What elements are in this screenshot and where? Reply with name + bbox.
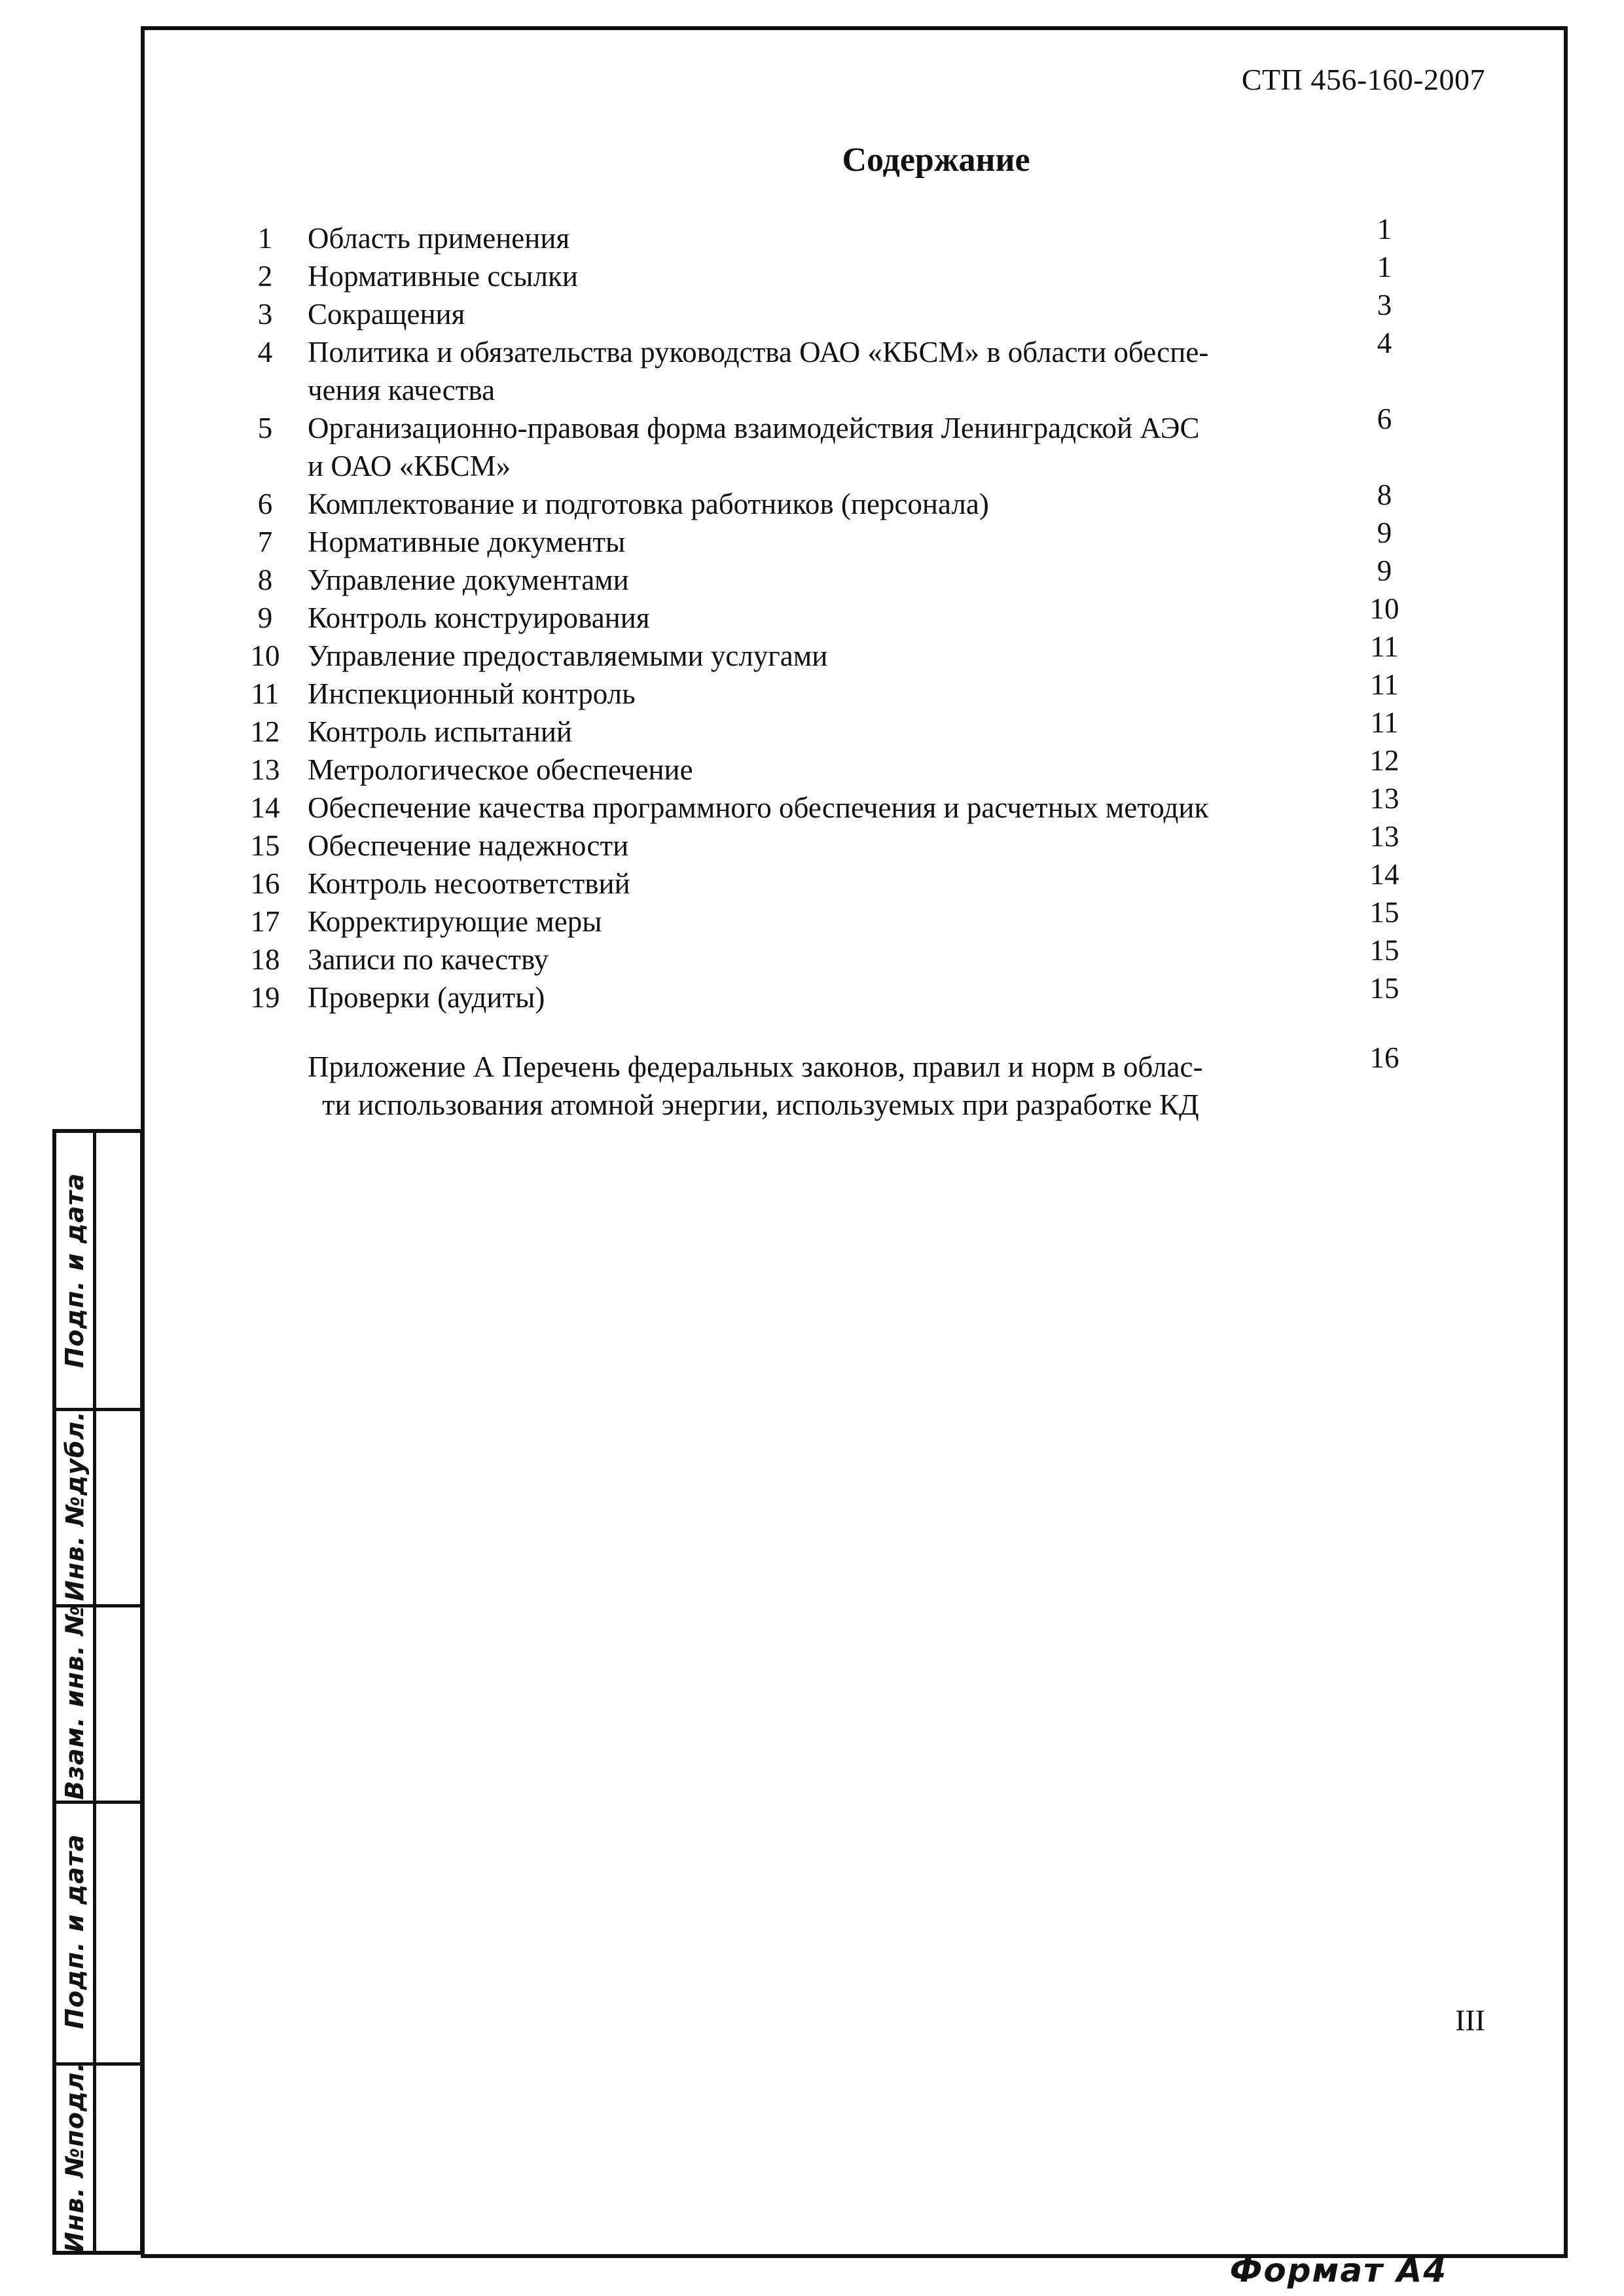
toc-page: 9 xyxy=(1377,554,1392,587)
toc-text: Контроль испытаний xyxy=(308,715,573,748)
toc-page: 1 xyxy=(1377,213,1392,245)
toc-text: Сокращения xyxy=(308,298,465,331)
toc-text: Область применения xyxy=(308,222,570,255)
toc-number: 16 xyxy=(250,867,280,900)
stamp-label: Подп. и дата xyxy=(60,1172,89,1369)
toc-page: 11 xyxy=(1370,630,1399,663)
toc-page: 1 xyxy=(1377,251,1392,283)
toc-text: Управление предоставляемыми услугами xyxy=(308,639,828,672)
toc-text-line: и ОАО «КБСМ» xyxy=(308,450,511,482)
toc-row xyxy=(223,744,1420,789)
toc-number: 9 xyxy=(257,601,273,634)
stamp-label: Взам. инв. № xyxy=(60,1605,90,1800)
toc-page: 11 xyxy=(1370,706,1399,739)
toc-number: 4 xyxy=(257,336,273,368)
toc-text: Нормативные документы xyxy=(308,526,626,558)
stamp-label: Подп. и дата xyxy=(60,1833,89,2030)
toc-text: Корректирующие меры xyxy=(308,905,602,938)
table-of-contents xyxy=(223,213,1420,1124)
toc-row xyxy=(223,478,1420,523)
toc-page: 10 xyxy=(1369,592,1399,625)
toc-page: 15 xyxy=(1369,972,1399,1005)
toc-number: 17 xyxy=(250,905,280,938)
toc-page: 14 xyxy=(1369,858,1399,891)
format-label: Формат А4 xyxy=(1229,2251,1447,2289)
toc-page: 13 xyxy=(1369,820,1399,853)
toc-row xyxy=(223,403,1420,485)
toc-text: Контроль конструирования xyxy=(308,601,650,634)
toc-text: Управление документами xyxy=(308,564,629,596)
toc-page: 13 xyxy=(1369,782,1399,815)
toc-page: 11 xyxy=(1370,668,1399,701)
toc-text: Инспекционный контроль xyxy=(308,677,636,710)
toc-number: 14 xyxy=(250,791,280,824)
toc-page: 12 xyxy=(1369,744,1399,777)
toc-row xyxy=(223,706,1420,751)
toc-text xyxy=(308,409,1348,485)
toc-row xyxy=(223,972,1420,1016)
toc-number: 11 xyxy=(251,677,280,710)
toc-text xyxy=(308,1048,1348,1124)
toc-number: 6 xyxy=(257,488,273,520)
document-code: СТП 456-160-2007 xyxy=(1241,63,1485,96)
toc-page: 8 xyxy=(1377,478,1392,511)
toc-row xyxy=(223,289,1420,333)
toc-row xyxy=(223,327,1420,409)
toc-row xyxy=(223,782,1420,827)
toc-row xyxy=(223,858,1420,903)
toc-page: 9 xyxy=(1377,516,1392,549)
stamp-label: Инв. №подл. xyxy=(60,2062,89,2253)
toc-text-line: Политика и обязательства руководства ОАО «КБСМ» в области обеспе- xyxy=(308,336,1209,368)
toc-number: 7 xyxy=(257,526,273,558)
toc-row xyxy=(223,554,1420,599)
toc-number: 15 xyxy=(250,829,280,862)
toc-text xyxy=(308,333,1348,409)
side-stamp xyxy=(52,1129,144,2255)
toc-page: 15 xyxy=(1369,934,1399,967)
toc-number: 8 xyxy=(257,564,273,596)
toc-text-line: чения качества xyxy=(308,374,496,406)
toc-number: 2 xyxy=(257,260,273,293)
toc-row xyxy=(223,934,1420,978)
toc-text-line: Организационно-правовая форма взаимодействия Ленинградской АЭС xyxy=(308,412,1200,444)
toc-text: Обеспечение надежности xyxy=(308,829,629,862)
stamp-label: Инв. №дубл. xyxy=(60,1410,89,1602)
toc-appendix-row xyxy=(223,1041,1420,1124)
toc-number: 13 xyxy=(250,753,280,786)
toc-number: 1 xyxy=(257,222,273,255)
toc-number: 19 xyxy=(250,981,280,1014)
toc-text: Метрологическое обеспечение xyxy=(308,753,693,786)
page-title: Содержание xyxy=(842,141,1030,179)
toc-page: 6 xyxy=(1377,403,1392,435)
toc-text: Проверки (аудиты) xyxy=(308,981,545,1014)
toc-row xyxy=(223,592,1420,637)
toc-text: Комплектование и подготовка работников (персонала) xyxy=(308,488,989,520)
toc-text: Записи по качеству xyxy=(308,943,549,976)
toc-text-line: Приложение А Перечень федеральных законов, правил и норм в облас- xyxy=(308,1050,1203,1083)
toc-row xyxy=(223,213,1420,257)
toc-text: Нормативные ссылки xyxy=(308,260,578,293)
toc-page: 3 xyxy=(1377,289,1392,321)
toc-text: Контроль несоответствий xyxy=(308,867,630,900)
toc-number: 10 xyxy=(250,639,280,672)
toc-number: 3 xyxy=(257,298,273,331)
toc-number: 18 xyxy=(250,943,280,976)
toc-row xyxy=(223,516,1420,561)
toc-number: 12 xyxy=(250,715,280,748)
toc-page: 15 xyxy=(1369,896,1399,929)
toc-page: 16 xyxy=(1369,1041,1399,1074)
toc-row xyxy=(223,820,1420,865)
toc-row xyxy=(223,251,1420,295)
toc-row xyxy=(223,668,1420,713)
toc-row xyxy=(223,630,1420,675)
page-number: III xyxy=(1455,2003,1485,2037)
toc-row xyxy=(223,896,1420,941)
toc-text-line: ти использования атомной энергии, используемых при разработке КД xyxy=(322,1088,1199,1121)
toc-text: Обеспечение качества программного обеспечения и расчетных методик xyxy=(308,791,1209,824)
toc-page: 4 xyxy=(1377,327,1392,359)
toc-number: 5 xyxy=(257,412,273,444)
